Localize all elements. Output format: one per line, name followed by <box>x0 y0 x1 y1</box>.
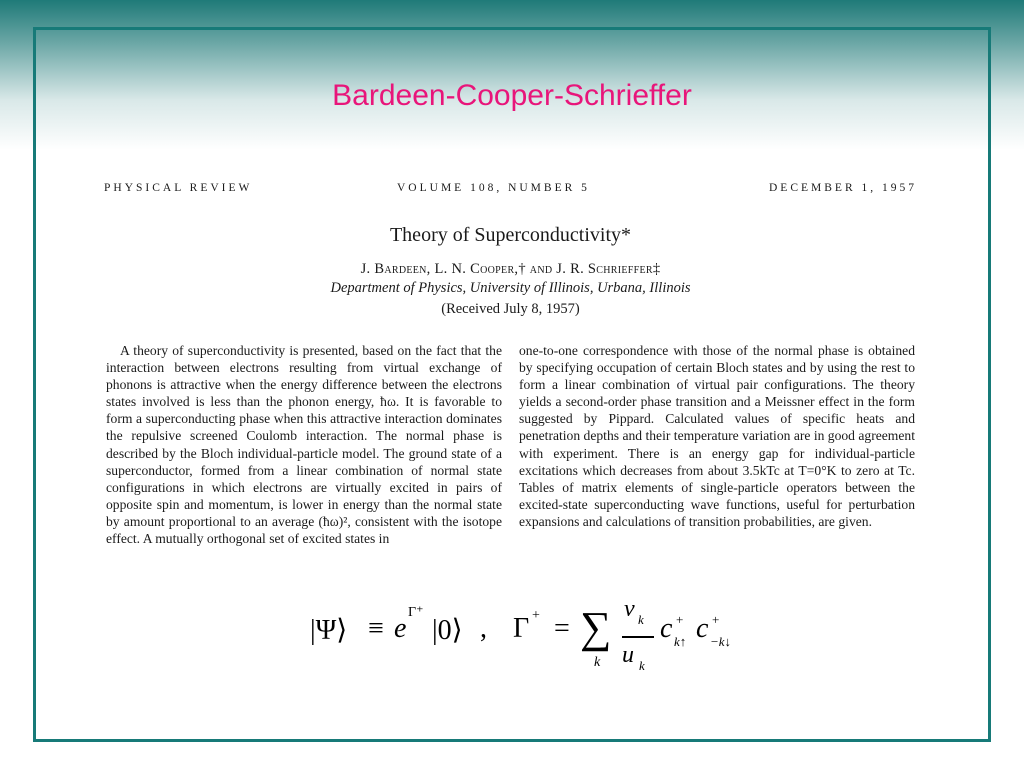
formula-sum-sign: ∑ <box>580 603 612 652</box>
formula-creation-operator-2-superscript: + <box>712 612 720 627</box>
formula-comma: , <box>480 613 487 644</box>
paper-received-date: (Received July 8, 1957) <box>441 301 580 317</box>
formula-denominator: u <box>622 642 634 668</box>
formula-creation-operator-2: c <box>696 613 709 644</box>
paper-affiliation: Department of Physics, University of Illinois, Urbana, Illinois <box>330 280 691 296</box>
formula-creation-operator-1: c <box>660 613 673 644</box>
bcs-wavefunction-formula <box>0 598 1024 678</box>
paper-authors: J. Bardeen, L. N. Cooper,† and J. R. Schrieffer‡ <box>360 261 661 277</box>
journal-header <box>104 180 917 200</box>
formula-numerator-subscript: k <box>638 612 644 627</box>
paper-title: Theory of Superconductivity* <box>389 224 632 246</box>
journal-volume: VOLUME 108, NUMBER 5 <box>397 182 590 194</box>
formula-exponent: Γ⁺ <box>408 605 424 620</box>
formula-fraction-bar <box>622 636 654 638</box>
formula-gamma: Γ <box>513 613 530 644</box>
formula-equals-sign: = <box>554 613 570 644</box>
formula-gamma-superscript: + <box>532 608 540 623</box>
formula-creation-operator-1-subscript: k↑ <box>674 634 687 649</box>
formula-numerator: v <box>624 596 635 622</box>
formula-creation-operator-2-subscript: −k↓ <box>710 634 732 649</box>
abstract-right-column: one-to-one correspondence with those of the normal phase is obtained by specifying occupation of certain Bloch states and by using the rest to form a linear combination of virtual pair configurations. The theory yields a second-order phase transition and a Meissner effect in the form suggested by Pippard. Calculated values of specific heats and penetration depths and their temperature variation are in good agreement with experiment. There is an energy gap for individual-particle excitations which decreases from about 3.5kTc at T=0°K to zero at Tc. Tables of matrix elements of single-particle operators between the excited-state superconducting wave functions, useful for perturbation expansions and calculations of transition probabilities, are given. <box>519 343 915 529</box>
slide-title: Bardeen-Cooper-Schrieffer <box>332 79 692 112</box>
abstract-left-column: A theory of superconductivity is presented, based on the fact that the interaction between electrons resulting from virtual exchange of phonons is attractive when the energy difference between the electrons states involved is less than the phonon energy, ħω. It is favorable to form a superconducting phase when this attractive interaction dominates the repulsive screened Coulomb interaction. The normal phase is described by the Bloch individual-particle model. The ground state of a superconductor, formed from a linear combination of normal state configurations in which electrons are virtually excited in pairs of opposite spin and momentum, is lower in energy than the normal state by amount proportional to an average (ħω)², consistent with the isotope effect. A mutually orthogonal set of excited states in <box>106 343 502 547</box>
journal-date: DECEMBER 1, 1957 <box>769 182 917 194</box>
formula-exponential-base: e <box>394 613 407 644</box>
formula-creation-operator-1-superscript: + <box>676 612 684 627</box>
formula-equiv-sign: ≡ <box>368 613 384 644</box>
formula-sum-index: k <box>594 655 601 670</box>
formula-vacuum-ket: |0⟩ <box>432 615 463 646</box>
journal-name: PHYSICAL REVIEW <box>104 182 253 194</box>
formula-psi-ket: |Ψ⟩ <box>310 615 348 646</box>
formula-denominator-subscript: k <box>639 658 645 673</box>
